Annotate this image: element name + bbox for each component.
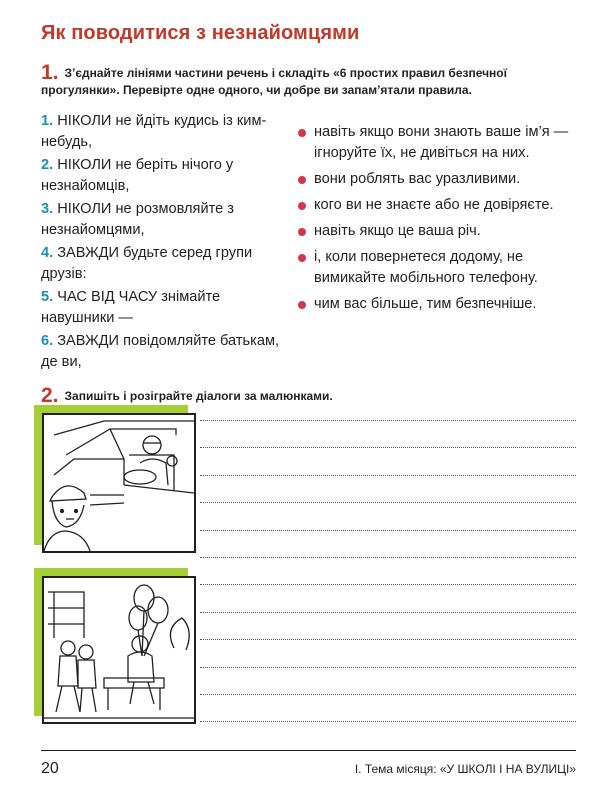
rule-ending-text: навіть якщо це ваша річ. xyxy=(314,223,481,239)
rule-text: ЗАВЖДИ повідомляйте батькам, де ви, xyxy=(41,333,280,370)
rule-ending-text: навіть якщо вони знають ваше ім’я — ігноруйте їх, не дивіться на них. xyxy=(314,124,569,161)
answer-line[interactable] xyxy=(200,502,576,503)
rule-ending xyxy=(298,169,583,190)
rule-ending xyxy=(298,221,583,242)
footer-divider xyxy=(41,750,576,751)
rule-text: ЧАС ВІД ЧАСУ знімайте навушники — xyxy=(41,289,221,326)
bullet-dot-icon xyxy=(298,202,306,210)
rule-text: НІКОЛИ не беріть нічого у незнайомців, xyxy=(41,157,234,194)
answer-line[interactable] xyxy=(200,694,576,695)
answer-line[interactable] xyxy=(200,584,576,585)
answer-line[interactable] xyxy=(200,612,576,613)
bullet-dot-icon xyxy=(298,176,306,184)
bullet-dot-icon xyxy=(298,129,306,137)
rule-ending-text: і, коли повернетеся додому, не вимикайте мобільного телефону. xyxy=(314,249,538,286)
rule-ending-text: вони роблять вас уразливими. xyxy=(314,171,521,187)
answer-line[interactable] xyxy=(200,639,576,640)
rule-endings-list xyxy=(298,122,583,320)
task-2-text: Запишіть і розіграйте діалоги за малюнками. xyxy=(64,389,333,403)
rule-ending xyxy=(298,195,583,216)
rule-beginning xyxy=(41,155,281,197)
rule-number: 3. xyxy=(41,201,54,217)
rule-ending-text: чим вас більше, тим безпечніше. xyxy=(314,296,537,312)
task-1-number: 1. xyxy=(41,61,59,84)
answer-line[interactable] xyxy=(200,530,576,531)
task-2-instruction xyxy=(41,383,571,407)
rule-ending xyxy=(298,247,583,289)
task-2-number: 2. xyxy=(41,384,59,407)
bullet-dot-icon xyxy=(298,301,306,309)
answer-line[interactable] xyxy=(200,557,576,558)
rule-beginning xyxy=(41,287,281,329)
rule-number: 5. xyxy=(41,289,54,305)
rule-ending xyxy=(298,122,583,164)
rule-number: 1. xyxy=(41,113,54,129)
answer-line[interactable] xyxy=(200,475,576,476)
answer-line[interactable] xyxy=(200,447,576,448)
rule-text: ЗАВЖДИ будьте серед групи друзів: xyxy=(41,245,253,282)
footer-theme: І. Тема місяця: «У ШКОЛІ І НА ВУЛИЦІ» xyxy=(354,762,576,776)
rule-ending-text: кого ви не знаєте або не довіряєте. xyxy=(314,197,554,213)
rule-beginning xyxy=(41,111,281,153)
answer-line[interactable] xyxy=(200,667,576,668)
rule-number: 2. xyxy=(41,157,54,173)
rule-beginning xyxy=(41,199,281,241)
answer-line[interactable] xyxy=(200,721,576,722)
bullet-dot-icon xyxy=(298,228,306,236)
illustration-car-stranger xyxy=(42,413,196,553)
page-number: 20 xyxy=(41,760,59,777)
page-title: Як поводитися з незнайомцями xyxy=(41,22,360,44)
rule-beginnings-list xyxy=(41,111,281,375)
rule-text: НІКОЛИ не йдіть кудись із ким-небудь, xyxy=(41,113,267,150)
rule-number: 6. xyxy=(41,333,54,349)
rule-number: 4. xyxy=(41,245,54,261)
bullet-dot-icon xyxy=(298,254,306,262)
rule-ending xyxy=(298,294,583,315)
car-stranger-drawing xyxy=(44,415,194,551)
rule-beginning xyxy=(41,243,281,285)
rule-beginning xyxy=(41,331,281,373)
park-balloons-drawing xyxy=(44,578,194,722)
answer-line[interactable] xyxy=(200,420,576,421)
task-1-instruction xyxy=(41,60,571,99)
rule-text: НІКОЛИ не розмовляйте з незнайомцями, xyxy=(41,201,234,238)
task-1-text: З’єднайте лініями частини речень і складіть «6 простих правил безпечної прогулянки». Перевірте одне одного, чи добре ви запам’ятали правила. xyxy=(41,66,508,97)
answer-lines[interactable] xyxy=(200,420,576,749)
illustration-park-balloons xyxy=(42,576,196,724)
